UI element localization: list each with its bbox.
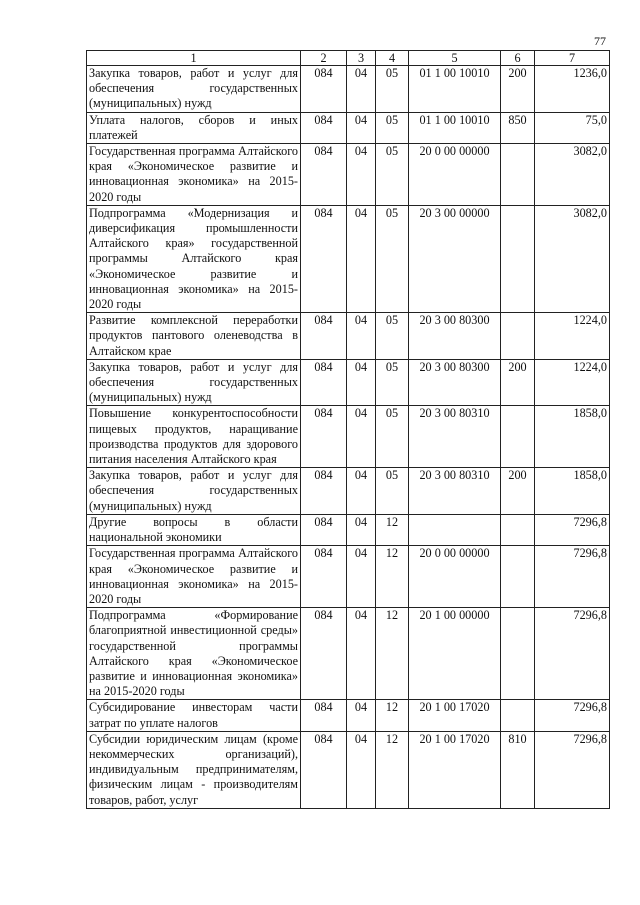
- subsection-code-cell: 05: [376, 205, 409, 312]
- section-code-cell: 04: [347, 66, 376, 113]
- table-row: [87, 731, 610, 808]
- subsection-code-cell: 12: [376, 546, 409, 608]
- target-article-cell: 01 1 00 10010: [409, 112, 501, 143]
- table-row: [87, 546, 610, 608]
- table-row: [87, 514, 610, 545]
- column-header-2: 2: [301, 51, 347, 66]
- target-article-cell: 20 0 00 00000: [409, 546, 501, 608]
- target-article-cell: 01 1 00 10010: [409, 66, 501, 113]
- item-name-cell: Повышение конкурентоспособности пищевых продуктов, наращивание производства продуктов для здорового питания населения Алтайского края: [87, 406, 301, 468]
- item-name-cell: Уплата налогов, сборов и иных платежей: [87, 112, 301, 143]
- subsection-code-cell: 05: [376, 66, 409, 113]
- expense-type-cell: [501, 514, 535, 545]
- expense-type-cell: [501, 144, 535, 206]
- section-code-cell: 04: [347, 731, 376, 808]
- item-name-cell: Закупка товаров, работ и услуг для обеспечения государственных (муниципальных) нужд: [87, 468, 301, 515]
- section-code-cell: 04: [347, 112, 376, 143]
- expense-type-cell: [501, 700, 535, 731]
- ministry-code-cell: 084: [301, 546, 347, 608]
- amount-cell: 7296,8: [535, 514, 610, 545]
- target-article-cell: 20 1 00 17020: [409, 731, 501, 808]
- ministry-code-cell: 084: [301, 406, 347, 468]
- expense-type-cell: 200: [501, 66, 535, 113]
- header-row: [87, 51, 610, 66]
- ministry-code-cell: 084: [301, 468, 347, 515]
- item-name-cell: Закупка товаров, работ и услуг для обеспечения государственных (муниципальных) нужд: [87, 66, 301, 113]
- subsection-code-cell: 05: [376, 468, 409, 515]
- item-name-cell: Государственная программа Алтайского края «Экономическое развитие и инновационная экономика» на 2015-2020 годы: [87, 144, 301, 206]
- subsection-code-cell: 05: [376, 406, 409, 468]
- section-code-cell: 04: [347, 313, 376, 360]
- amount-cell: 75,0: [535, 112, 610, 143]
- ministry-code-cell: 084: [301, 359, 347, 406]
- ministry-code-cell: 084: [301, 112, 347, 143]
- target-article-cell: 20 3 00 80300: [409, 359, 501, 406]
- expense-type-cell: 850: [501, 112, 535, 143]
- ministry-code-cell: 084: [301, 514, 347, 545]
- amount-cell: 7296,8: [535, 546, 610, 608]
- ministry-code-cell: 084: [301, 66, 347, 113]
- item-name-cell: Субсидии юридическим лицам (кроме некоммерческих организаций), индивидуальным предпринимателям, физическим лицам - производителям товаров, работ, услуг: [87, 731, 301, 808]
- ministry-code-cell: 084: [301, 731, 347, 808]
- table-row: [87, 205, 610, 312]
- target-article-cell: 20 3 00 80310: [409, 468, 501, 515]
- amount-cell: 7296,8: [535, 700, 610, 731]
- column-header-7: 7: [535, 51, 610, 66]
- section-code-cell: 04: [347, 546, 376, 608]
- expense-type-cell: [501, 546, 535, 608]
- table-row: [87, 406, 610, 468]
- expense-type-cell: [501, 313, 535, 360]
- item-name-cell: Подпрограмма «Формирование благоприятной инвестиционной среды» государственной программы Алтайского края «Экономическое развитие и инновационная экономика» на 2015-2020 годы: [87, 608, 301, 700]
- expense-type-cell: [501, 205, 535, 312]
- subsection-code-cell: 12: [376, 514, 409, 545]
- amount-cell: 3082,0: [535, 144, 610, 206]
- subsection-code-cell: 12: [376, 731, 409, 808]
- target-article-cell: 20 1 00 00000: [409, 608, 501, 700]
- column-header-1: 1: [87, 51, 301, 66]
- section-code-cell: 04: [347, 406, 376, 468]
- section-code-cell: 04: [347, 514, 376, 545]
- item-name-cell: Другие вопросы в области национальной экономики: [87, 514, 301, 545]
- table-row: [87, 359, 610, 406]
- subsection-code-cell: 05: [376, 144, 409, 206]
- ministry-code-cell: 084: [301, 608, 347, 700]
- amount-cell: 1858,0: [535, 406, 610, 468]
- amount-cell: 1224,0: [535, 313, 610, 360]
- budget-table: [86, 50, 610, 809]
- amount-cell: 1224,0: [535, 359, 610, 406]
- table-row: [87, 144, 610, 206]
- subsection-code-cell: 05: [376, 112, 409, 143]
- subsection-code-cell: 12: [376, 608, 409, 700]
- section-code-cell: 04: [347, 359, 376, 406]
- amount-cell: 1858,0: [535, 468, 610, 515]
- target-article-cell: 20 0 00 00000: [409, 144, 501, 206]
- section-code-cell: 04: [347, 468, 376, 515]
- subsection-code-cell: 12: [376, 700, 409, 731]
- target-article-cell: [409, 514, 501, 545]
- column-header-6: 6: [501, 51, 535, 66]
- amount-cell: 7296,8: [535, 731, 610, 808]
- item-name-cell: Государственная программа Алтайского края «Экономическое развитие и инновационная экономика» на 2015-2020 годы: [87, 546, 301, 608]
- table-row: [87, 700, 610, 731]
- page-number: 77: [594, 34, 606, 48]
- expense-type-cell: 200: [501, 359, 535, 406]
- section-code-cell: 04: [347, 144, 376, 206]
- ministry-code-cell: 084: [301, 700, 347, 731]
- expense-type-cell: 200: [501, 468, 535, 515]
- target-article-cell: 20 3 00 80310: [409, 406, 501, 468]
- item-name-cell: Закупка товаров, работ и услуг для обеспечения государственных (муниципальных) нужд: [87, 359, 301, 406]
- section-code-cell: 04: [347, 608, 376, 700]
- item-name-cell: Субсидирование инвесторам части затрат по уплате налогов: [87, 700, 301, 731]
- column-header-4: 4: [376, 51, 409, 66]
- table-body: [87, 66, 610, 809]
- table-row: [87, 608, 610, 700]
- item-name-cell: Подпрограмма «Модернизация и диверсификация промышленности Алтайского края» государственной программы Алтайского края «Экономическое развитие и инновационная экономика» на 2015-2020 годы: [87, 205, 301, 312]
- ministry-code-cell: 084: [301, 313, 347, 360]
- section-code-cell: 04: [347, 700, 376, 731]
- amount-cell: 7296,8: [535, 608, 610, 700]
- target-article-cell: 20 3 00 80300: [409, 313, 501, 360]
- expense-type-cell: [501, 406, 535, 468]
- target-article-cell: 20 1 00 17020: [409, 700, 501, 731]
- table-row: [87, 66, 610, 113]
- item-name-cell: Развитие комплексной переработки продуктов пантового оленеводства в Алтайском крае: [87, 313, 301, 360]
- amount-cell: 3082,0: [535, 205, 610, 312]
- section-code-cell: 04: [347, 205, 376, 312]
- ministry-code-cell: 084: [301, 144, 347, 206]
- target-article-cell: 20 3 00 00000: [409, 205, 501, 312]
- subsection-code-cell: 05: [376, 359, 409, 406]
- subsection-code-cell: 05: [376, 313, 409, 360]
- table-row: [87, 112, 610, 143]
- expense-type-cell: [501, 608, 535, 700]
- table-row: [87, 468, 610, 515]
- table-row: [87, 313, 610, 360]
- column-header-3: 3: [347, 51, 376, 66]
- column-header-5: 5: [409, 51, 501, 66]
- amount-cell: 1236,0: [535, 66, 610, 113]
- ministry-code-cell: 084: [301, 205, 347, 312]
- expense-type-cell: 810: [501, 731, 535, 808]
